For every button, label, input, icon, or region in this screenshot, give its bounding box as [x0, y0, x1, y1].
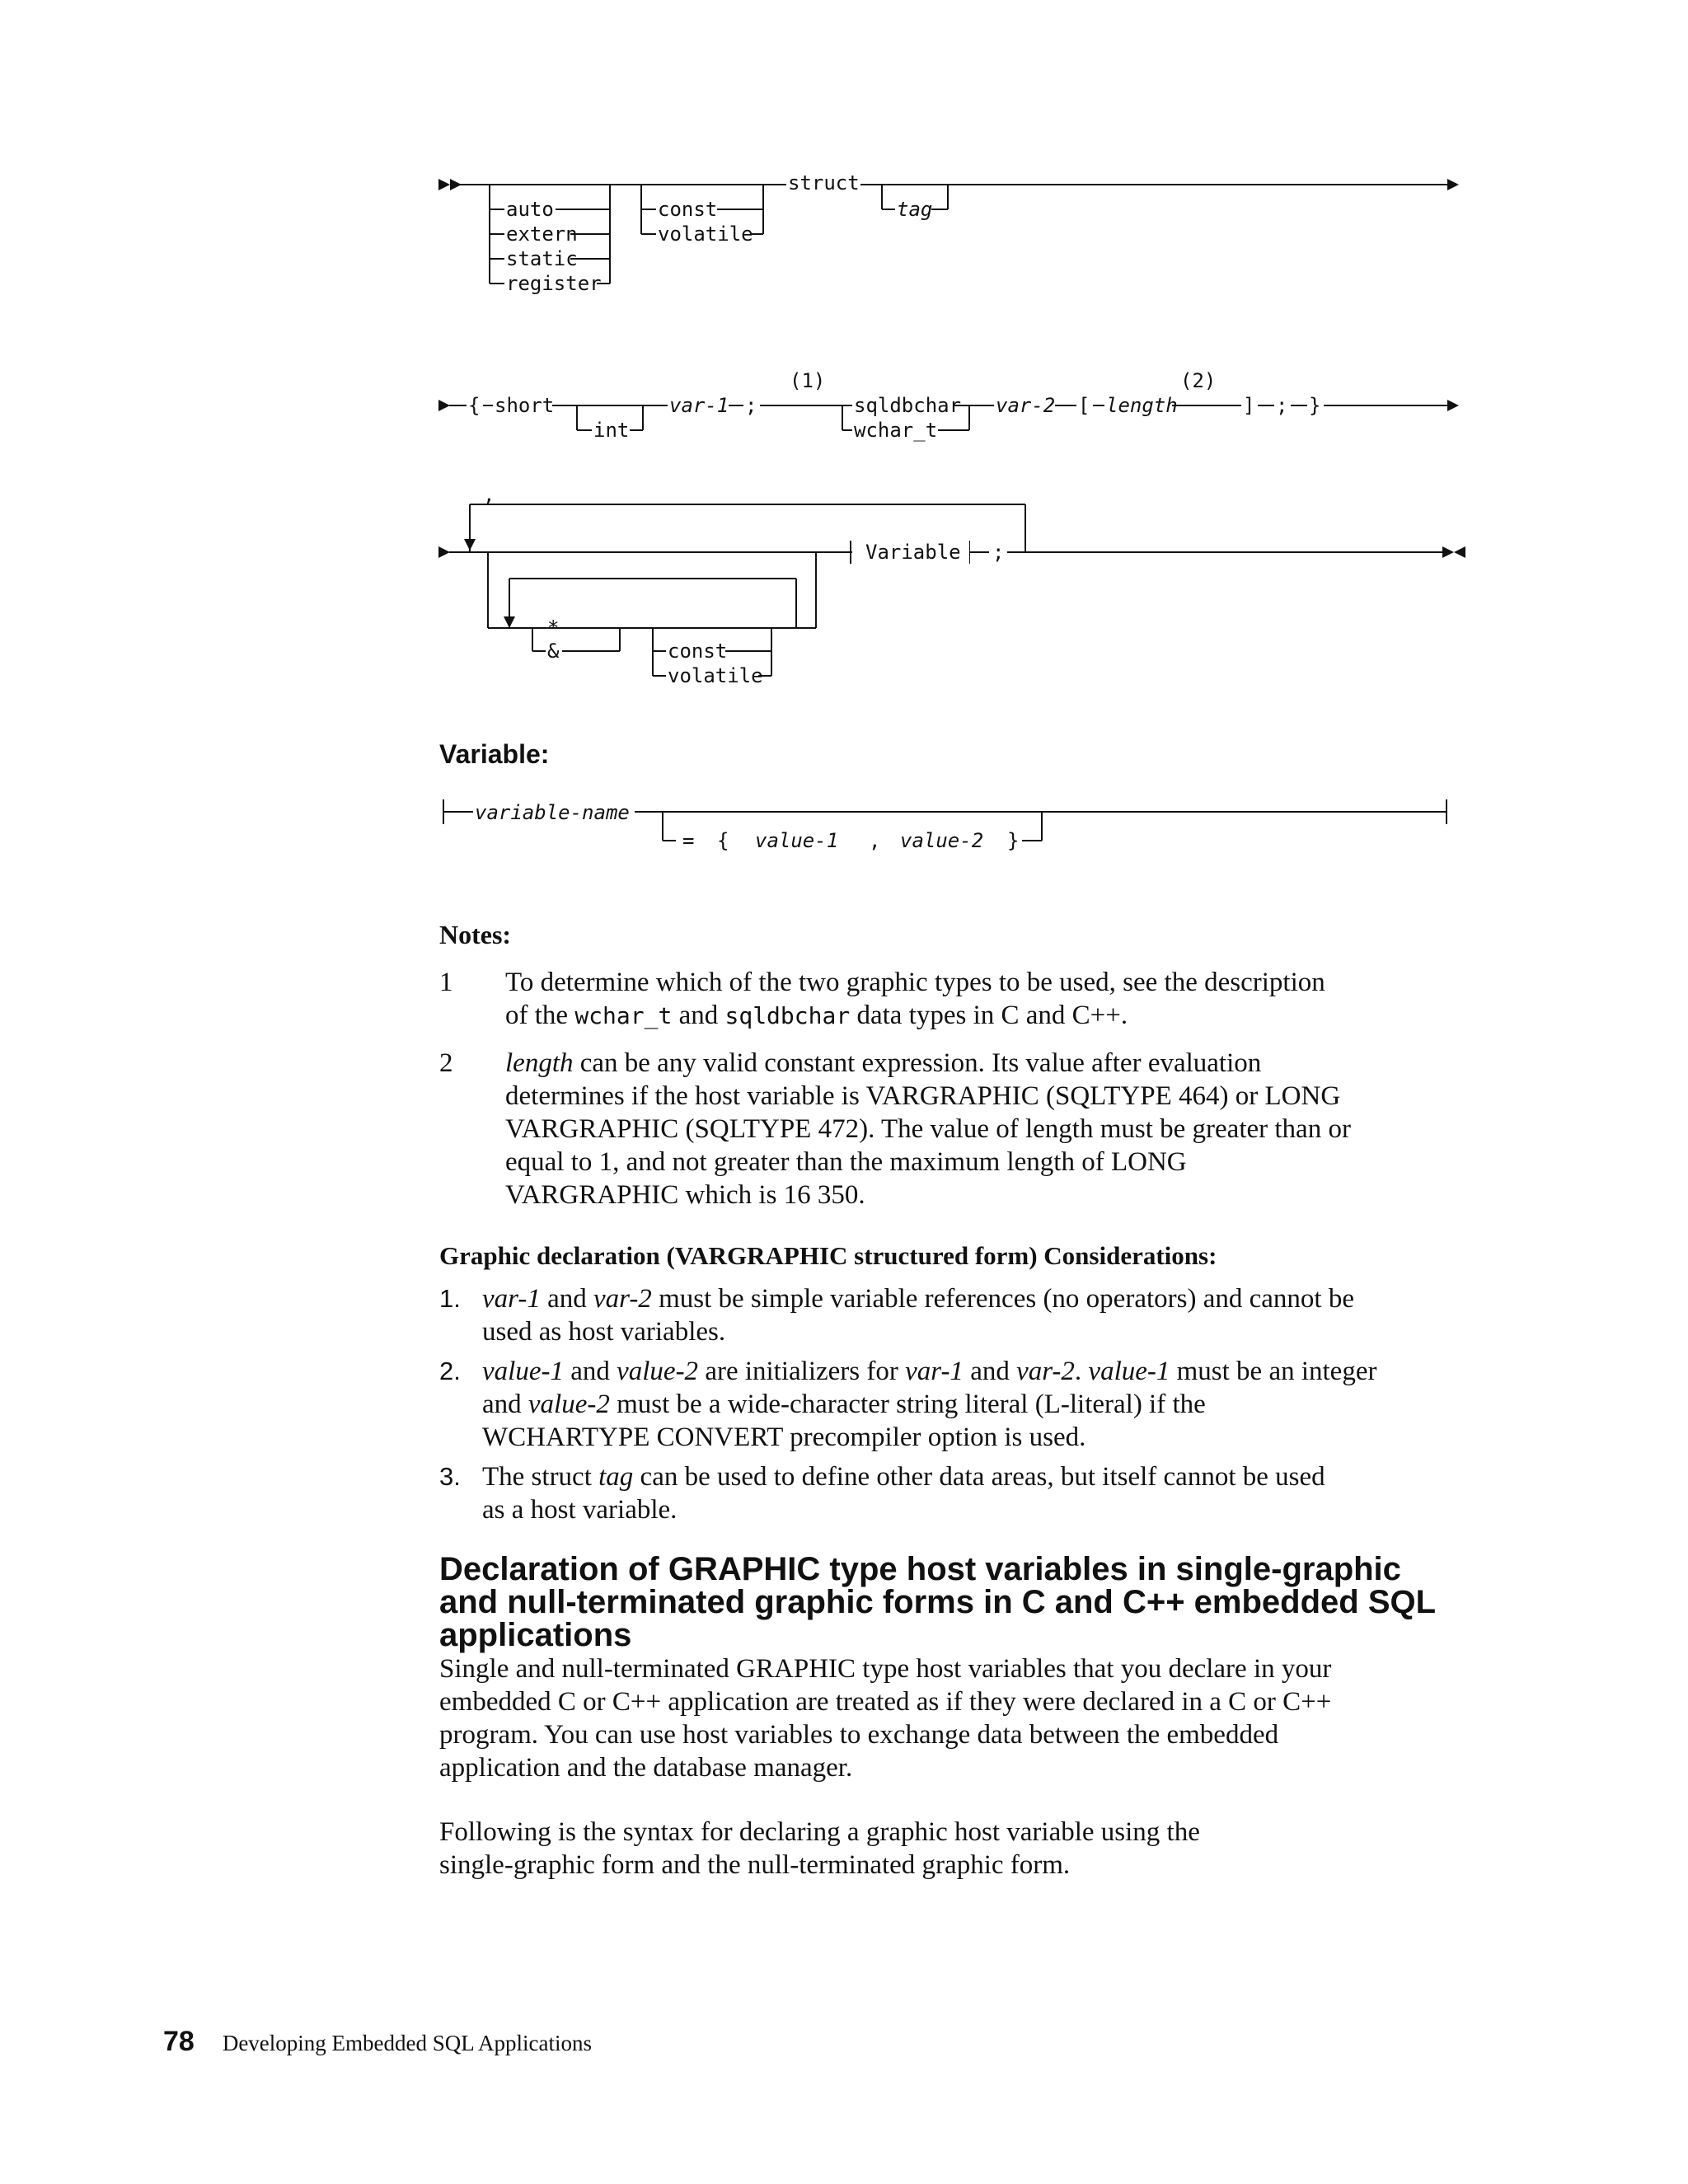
list-line: The struct tag can be used to define other data areas, but itself cannot be used: [482, 1462, 1325, 1492]
end-arrow-icon: [1442, 546, 1454, 558]
semicolon: ;: [992, 541, 1005, 564]
list-line: var-1 and var-2 must be simple variable references (no operators) and cannot be: [482, 1284, 1354, 1314]
keyword-wchar-t: wchar_t: [854, 419, 938, 442]
keyword-short: short: [495, 394, 555, 417]
considerations-title: Graphic declaration (VARGRAPHIC structured form) Considerations:: [439, 1241, 1217, 1270]
continue-arrow-icon: [1447, 400, 1459, 411]
brace-open: {: [717, 829, 729, 852]
section-heading: Declaration of GRAPHIC type host variables in single-graphic and null-terminated graphic forms in C and C++ embedded SQL applications: [439, 1551, 1437, 1653]
param-tag: tag: [897, 198, 933, 221]
keyword-register: register: [506, 272, 602, 295]
list-line: as a host variable.: [482, 1495, 678, 1525]
syntax-diagrams: [0, 0, 1688, 890]
reference-amp: &: [547, 640, 560, 663]
keyword-extern: extern: [506, 223, 578, 246]
section-paragraph-2: Following is the syntax for declaring a graphic host variable using the single-graphic form and the null-terminated graphic form.: [439, 1817, 1200, 1880]
semicolon: ;: [745, 394, 757, 417]
keyword-volatile: volatile: [658, 223, 753, 246]
note-number: 2: [439, 1048, 453, 1078]
note-line: of the wchar_t and sqldbchar data types in C and C++.: [505, 1001, 1128, 1030]
code-sqldbchar: sqldbchar: [724, 1002, 851, 1029]
note-ref-1: (1): [790, 369, 826, 392]
list-line: WCHARTYPE CONVERT precompiler option is used.: [482, 1422, 1086, 1452]
start-arrow-icon: [450, 179, 462, 190]
continue-arrow-icon: [438, 546, 450, 558]
consideration-item-1: [439, 1282, 1470, 1348]
continue-arrow-icon: [1447, 179, 1459, 190]
keyword-auto: auto: [506, 198, 554, 221]
list-number: 1.: [439, 1284, 461, 1313]
equals-sign: =: [682, 829, 695, 852]
keyword-const: const: [658, 198, 718, 221]
bracket-close: ]: [1243, 394, 1255, 417]
note-line: equal to 1, and not greater than the maximum length of LONG: [505, 1147, 1187, 1177]
notes-title: Notes:: [439, 920, 512, 949]
section-paragraph-1: Single and null-terminated GRAPHIC type host variables that you declare in your embedded C or C++ application are treated as if they were declared in a C or C++ program. You can use host variables to exchange data between the embedded application and the database manager.: [439, 1654, 1332, 1783]
list-number: 2.: [439, 1357, 461, 1385]
list-line: used as host variables.: [482, 1317, 726, 1347]
consideration-item-3: [439, 1460, 1470, 1526]
note-number: 1: [439, 968, 453, 997]
page-footer: [163, 2026, 592, 2058]
brace-close: }: [1007, 829, 1020, 852]
comma: ,: [869, 829, 881, 852]
note-line: To determine which of the two graphic types to be used, see the description: [505, 968, 1325, 997]
keyword-int: int: [593, 419, 630, 442]
continue-arrow-icon: [438, 400, 450, 411]
page-number: 78: [163, 2026, 195, 2057]
keyword-static: static: [506, 247, 578, 270]
note-line: determines if the host variable is VARGRAPHIC (SQLTYPE 464) or LONG: [505, 1081, 1341, 1111]
fragment-variable: Variable: [865, 541, 961, 564]
consideration-item-2: [439, 1355, 1470, 1454]
list-line: and value-2 must be a wide-character string literal (L-literal) if the: [482, 1390, 1206, 1419]
param-var-1: var-1: [669, 394, 729, 417]
book-title: Developing Embedded SQL Applications: [222, 2031, 593, 2055]
list-line: value-1 and value-2 are initializers for var-1 and var-2. value-1 must be an integer: [482, 1357, 1377, 1386]
note-2: [439, 1047, 1461, 1212]
param-variable-name: variable-name: [475, 801, 630, 824]
param-length: length: [1106, 394, 1178, 417]
keyword-sqldbchar: sqldbchar: [854, 394, 962, 417]
note-ref-2: (2): [1180, 369, 1217, 392]
loop-arrow-icon: [464, 539, 476, 551]
repeat-separator-comma: ,: [483, 483, 495, 506]
keyword-struct: struct: [788, 171, 860, 194]
brace-open: {: [468, 394, 481, 417]
note-line: VARGRAPHIC (SQLTYPE 472). The value of length must be greater than or: [505, 1114, 1351, 1144]
note-line: length can be any valid constant expression. Its value after evaluation: [505, 1048, 1262, 1078]
code-wchar-t: wchar_t: [574, 1002, 673, 1029]
loop-arrow-icon: [504, 616, 515, 628]
end-arrow-icon: [1454, 546, 1465, 558]
pointer-star: *: [547, 616, 560, 640]
bracket-open: [: [1078, 394, 1090, 417]
param-var-2: var-2: [996, 394, 1056, 417]
note-1: [439, 966, 1461, 1033]
variable-fragment-title: Variable:: [439, 739, 550, 769]
param-value-2: value-2: [900, 829, 984, 852]
brace-close: }: [1309, 394, 1321, 417]
list-number: 3.: [439, 1462, 461, 1491]
start-arrow-icon: [438, 179, 450, 190]
keyword-const: const: [668, 640, 728, 663]
semicolon: ;: [1276, 394, 1288, 417]
keyword-volatile: volatile: [668, 664, 763, 687]
note-line: VARGRAPHIC which is 16 350.: [505, 1180, 865, 1210]
param-value-1: value-1: [755, 829, 839, 852]
